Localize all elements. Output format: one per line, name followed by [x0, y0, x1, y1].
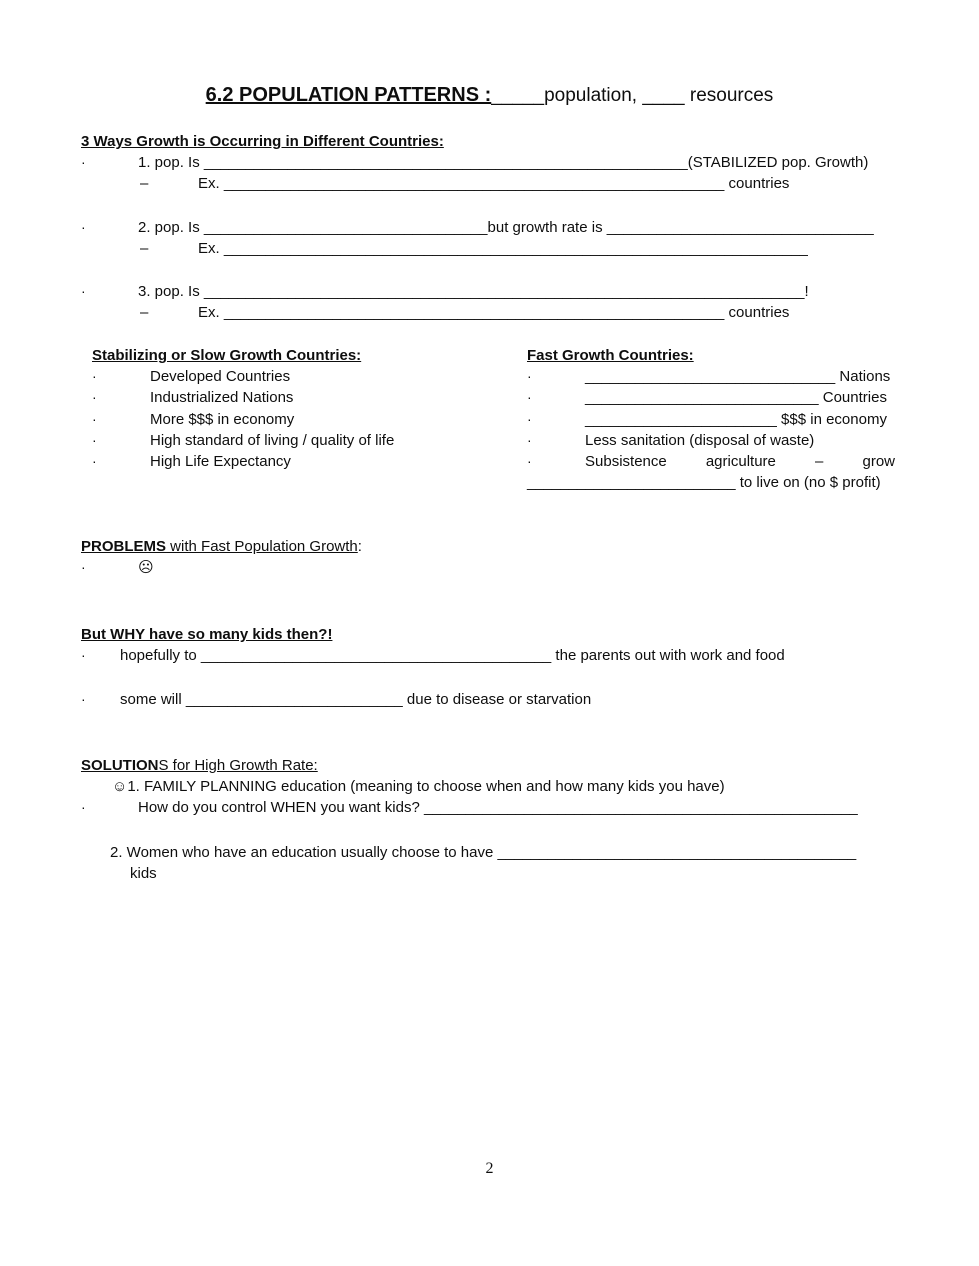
list-item [527, 409, 899, 430]
dash-glyph: – [140, 304, 149, 321]
bullet-glyph: · [92, 410, 97, 427]
bullet-glyph: · [92, 368, 97, 384]
section-why [81, 624, 901, 710]
list-item [527, 387, 899, 408]
list-item-text: High standard of living / quality of life [150, 431, 395, 449]
bullet-glyph: · [527, 410, 532, 427]
section-heading-problems [81, 536, 901, 557]
bullet-glyph: · [527, 453, 532, 470]
list-item-kids-continuation [130, 863, 901, 884]
section-solutions [81, 755, 901, 884]
list-item-text: More $$$ in economy [150, 410, 295, 428]
fill-in-line: Ex. ____________________________________________________________ countries [198, 304, 790, 321]
word: grow [862, 453, 895, 471]
fill-in-line: some will __________________________ due to disease or starvation [120, 690, 592, 708]
fill-in-line: 3. pop. Is ________________________________________________________________________! [138, 283, 809, 300]
heading-colon: : [357, 537, 362, 555]
section-heading-ways: 3 Ways Growth is Occurring in Different Countries: [81, 133, 444, 150]
bullet-glyph: · [92, 453, 97, 470]
fill-in-line: 2. Women who have an education usually choose to have ___________________________________________ [110, 843, 857, 861]
bullet-glyph: · [81, 558, 86, 575]
list-item-justified [527, 451, 899, 472]
fill-in-line: hopefully to __________________________________________ the parents out with work and food [120, 646, 785, 664]
list-item-text: Less sanitation (disposal of waste) [585, 431, 815, 449]
bullet-glyph: · [81, 283, 86, 299]
smiley-face-icon: ☺ [112, 777, 128, 795]
list-item [92, 409, 527, 430]
page-title [0, 0, 979, 109]
fill-in-line: ______________________________ Nations [585, 368, 891, 385]
word: agriculture [705, 453, 776, 471]
word: Subsistence [585, 453, 667, 471]
fill-in-line-continuation: _________________________ to live on (no $ profit) [527, 474, 881, 492]
page-title-blanks: _____population, ____ resources [491, 85, 774, 106]
page-title-bold: 6.2 POPULATION PATTERNS : [205, 84, 492, 106]
bullet-glyph: · [92, 389, 97, 406]
list-item-hopefully [81, 645, 901, 666]
section-heading-solutions [81, 755, 901, 776]
fill-in-line: 1. pop. Is __________________________________________________________(STABILIZED pop. Growth) [138, 154, 869, 171]
heading-normal-part: S for High Growth Rate: [158, 756, 318, 774]
bullet-glyph: · [81, 219, 86, 235]
bullet-glyph: · [81, 690, 86, 707]
list-item-text: Industrialized Nations [150, 389, 294, 407]
bullet-glyph: · [81, 798, 86, 815]
content-area [81, 131, 901, 884]
list-item [92, 451, 527, 472]
dash-glyph: – [140, 240, 149, 257]
dash-glyph: – [140, 175, 149, 192]
fill-in-line: _______________________ $$$ in economy [585, 410, 887, 428]
section-problems [81, 536, 901, 578]
list-item [527, 366, 899, 387]
heading-normal-part: with Fast Population Growth [166, 537, 358, 555]
dash-glyph: – [815, 453, 824, 471]
list-item-family-planning [112, 776, 901, 797]
list-item-pop1 [81, 152, 901, 173]
list-item-pop2 [81, 217, 901, 238]
fill-in-line: 2. pop. Is __________________________________but growth rate is ________________________________ [138, 219, 874, 236]
list-item-how-control [81, 797, 901, 818]
list-item-pop3 [81, 281, 901, 302]
sad-face-icon: ☹ [138, 558, 154, 576]
list-subitem-ex3 [140, 302, 901, 323]
list-item-text: 1. FAMILY PLANNING education (meaning to choose when and how many kids you have) [127, 777, 725, 795]
list-item-text: kids [130, 864, 157, 882]
fill-in-line: Ex. ____________________________________________________________ countries [198, 175, 790, 192]
column-heading-slow-growth: Stabilizing or Slow Growth Countries: [92, 347, 362, 364]
list-item-text: High Life Expectancy [150, 453, 291, 471]
bullet-glyph: · [527, 389, 532, 406]
bullet-glyph: · [527, 431, 532, 448]
section-heading-why: But WHY have so many kids then?! [81, 625, 333, 643]
column-slow-growth [92, 345, 527, 494]
list-item-women-education [110, 842, 901, 863]
justified-line [585, 451, 899, 472]
fill-in-line: How do you control WHEN you want kids? ____________________________________________________ [138, 798, 858, 816]
column-heading-fast-growth: Fast Growth Countries: [527, 347, 694, 364]
list-item [92, 430, 527, 451]
bullet-glyph: · [527, 368, 532, 384]
list-item-sad [81, 557, 901, 578]
list-subitem-ex2 [140, 238, 901, 259]
column-fast-growth [527, 345, 899, 494]
bullet-glyph: · [92, 431, 97, 448]
list-item [92, 387, 527, 408]
fill-in-line: Ex. ______________________________________________________________________ [198, 240, 808, 257]
list-subitem-ex1 [140, 173, 901, 194]
page-number: 2 [485, 1160, 494, 1177]
list-item-some-will [81, 689, 901, 710]
fill-in-line: ____________________________ Countries [585, 389, 887, 407]
two-column-comparison [92, 345, 901, 494]
list-item [527, 430, 899, 451]
list-item-text: Developed Countries [150, 368, 291, 385]
bullet-glyph: · [81, 154, 86, 170]
heading-bold-part: PROBLEMS [81, 537, 167, 555]
bullet-glyph: · [81, 646, 86, 663]
heading-bold-part: SOLUTION [81, 756, 159, 774]
list-item [92, 366, 527, 387]
